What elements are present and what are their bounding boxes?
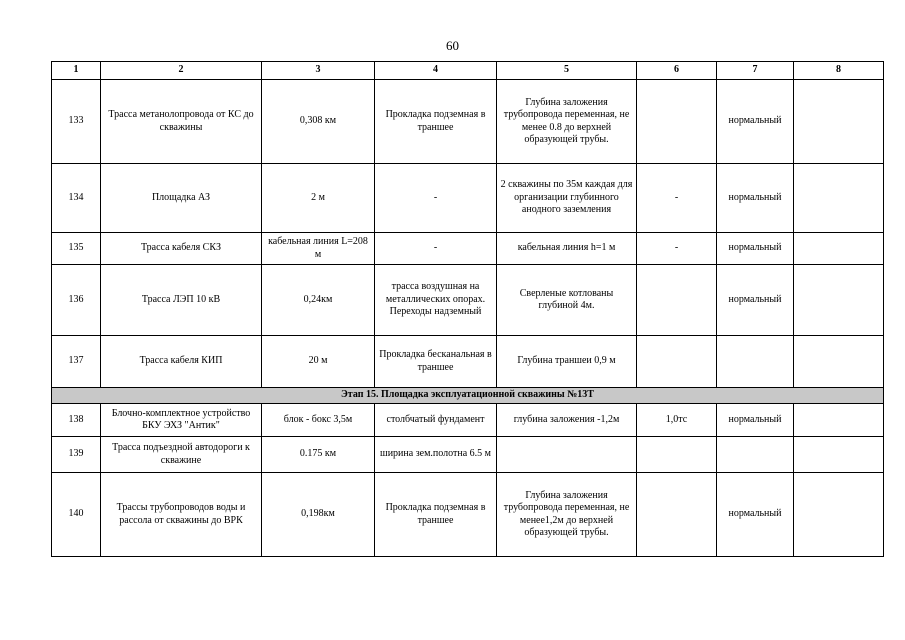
table-cell: Блочно-комплектное устройство БКУ ЭХЗ "Антик" [101,404,262,437]
table-cell: 136 [52,265,101,336]
table-cell [794,473,884,557]
table-cell: кабельная линия h=1 м [497,233,637,265]
table-cell [637,473,717,557]
column-header: 4 [375,62,497,80]
table-cell: Прокладка подземная в траншее [375,473,497,557]
table-cell: столбчатый фундамент [375,404,497,437]
page-number: 60 [446,38,459,53]
table-row [52,437,884,473]
column-header: 1 [52,62,101,80]
table-cell [794,233,884,265]
column-header: 8 [794,62,884,80]
table-cell: Площадка АЗ [101,164,262,233]
table-cell [794,404,884,437]
table-cell: блок - бокс 3,5м [262,404,375,437]
table-row [52,336,884,388]
table-cell: Глубина заложения трубопровода переменная, не менее 0.8 до верхней образующей трубы. [497,80,637,164]
table-cell: глубина заложения -1,2м [497,404,637,437]
column-header: 5 [497,62,637,80]
table-cell: 140 [52,473,101,557]
table-row [52,233,884,265]
column-header: 6 [637,62,717,80]
table-cell: 135 [52,233,101,265]
table-cell [637,80,717,164]
table-cell: Трассы трубопроводов воды и рассола от скважины до ВРК [101,473,262,557]
table-cell [637,265,717,336]
table-cell: Трасса кабеля СКЗ [101,233,262,265]
table-cell: 0,198км [262,473,375,557]
table-cell: Прокладка подземная в траншее [375,80,497,164]
table-cell [637,437,717,473]
table-cell: 138 [52,404,101,437]
table-cell: Глубина траншеи 0,9 м [497,336,637,388]
table-cell: 139 [52,437,101,473]
column-header: 7 [717,62,794,80]
table-cell: - [637,164,717,233]
table-cell: 2 м [262,164,375,233]
table-cell: Сверленые котлованы глубиной 4м. [497,265,637,336]
table-cell: 137 [52,336,101,388]
table-cell: нормальный [717,164,794,233]
table-cell [794,80,884,164]
table-cell: Глубина заложения трубопровода переменная, не менее1,2м до верхней образующей трубы. [497,473,637,557]
table-cell: нормальный [717,80,794,164]
stage-row [52,388,884,404]
column-header: 2 [101,62,262,80]
table-cell [497,437,637,473]
table-cell: нормальный [717,404,794,437]
table-cell: 0.175 км [262,437,375,473]
table-cell: нормальный [717,265,794,336]
table-cell [794,265,884,336]
table-cell: Трасса ЛЭП 10 кВ [101,265,262,336]
table-cell [794,164,884,233]
table-cell [717,336,794,388]
table-cell: 20 м [262,336,375,388]
table-cell: ширина зем.полотна 6.5 м [375,437,497,473]
table-cell: 1,0тс [637,404,717,437]
table-cell: 133 [52,80,101,164]
table-cell [637,336,717,388]
table-cell: 2 скважины по 35м каждая для организации глубинного анодного заземления [497,164,637,233]
header-row [52,62,884,80]
table-cell: кабельная линия L=208 м [262,233,375,265]
table-cell: Прокладка бесканальная в траншее [375,336,497,388]
data-table [51,61,884,557]
table-cell: - [375,233,497,265]
table-cell: трасса воздушная на металлических опорах. Переходы надземный [375,265,497,336]
table-cell: нормальный [717,233,794,265]
table-cell: нормальный [717,473,794,557]
table-cell: Трасса кабеля КИП [101,336,262,388]
table-cell [794,437,884,473]
table-row [52,164,884,233]
table-cell: 0,24км [262,265,375,336]
table-cell: 0,308 км [262,80,375,164]
table-cell [794,336,884,388]
table-cell: 134 [52,164,101,233]
table-cell: Трасса подъездной автодороги к скважине [101,437,262,473]
table-cell: - [637,233,717,265]
table-row [52,265,884,336]
column-header: 3 [262,62,375,80]
table-cell: Трасса метанолопровода от КС до скважины [101,80,262,164]
table-row [52,80,884,164]
table-cell [717,437,794,473]
table-cell: - [375,164,497,233]
table-row [52,404,884,437]
table-row [52,473,884,557]
stage-heading: Этап 15. Площадка эксплуатационной скважины №13Т [52,388,884,404]
